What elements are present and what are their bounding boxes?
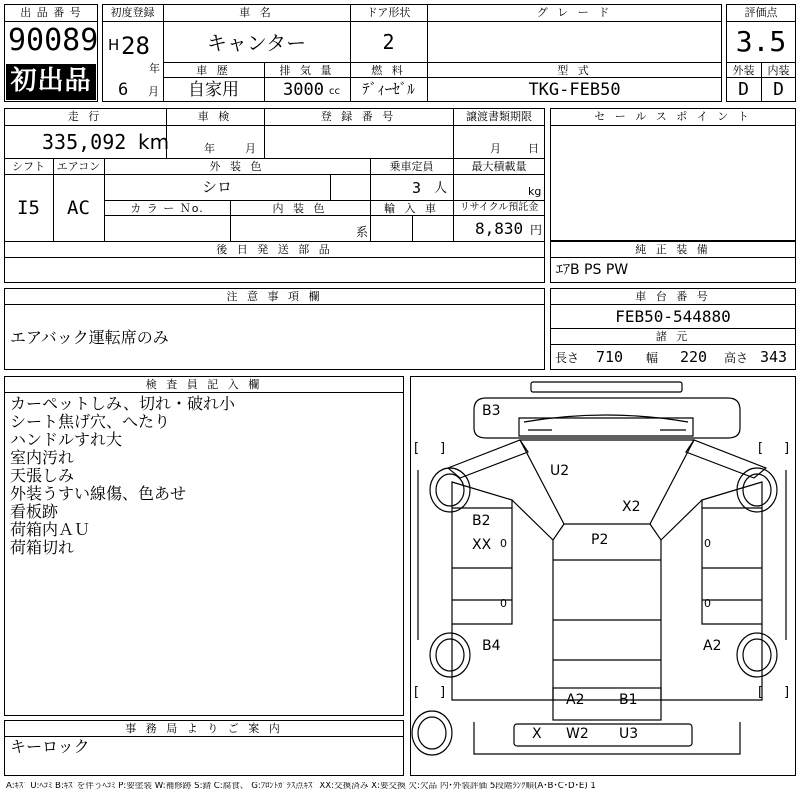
history-label: 車 歴: [196, 64, 231, 77]
bracket-left-top: [: [414, 441, 420, 456]
fuel-value: ﾃﾞｨｰｾﾞﾙ: [362, 80, 415, 98]
inspector-note: 荷箱内ＡＵ: [10, 520, 91, 539]
grade-label: グ レ ー ド: [536, 6, 613, 19]
sales-points-label: セ ー ル ス ポ イ ン ト: [594, 110, 752, 123]
displacement-unit: cc: [329, 86, 340, 97]
inspector-notes-list: [10, 395, 235, 557]
registration-number-label: 登 録 番 号: [320, 110, 397, 123]
exterior-color-label: 外 装 色: [209, 160, 265, 173]
office-notice-label: 事 務 局 よ り ご 案 内: [125, 722, 283, 735]
bracket-right-bottom-r: ]: [784, 685, 790, 700]
damage-mark-x: X: [532, 726, 542, 742]
displacement-label: 排 気 量: [279, 64, 335, 77]
score-value: 3.5: [735, 25, 787, 58]
genuine-equipment-label: 純 正 装 備: [635, 243, 711, 256]
recycle-unit: 円: [530, 223, 543, 237]
capacity-value: 3: [412, 179, 422, 197]
interior-grade-label: 内装: [767, 64, 790, 77]
interior-grade: D: [773, 79, 784, 100]
displacement-value: 3000: [283, 80, 324, 100]
model-label: 型 式: [557, 64, 592, 77]
inspection-month-unit: 月: [245, 142, 256, 155]
bracket-left-top-r: [: [758, 441, 764, 456]
exterior-grade: D: [738, 79, 749, 100]
door-label: ドア形状: [366, 6, 411, 19]
length-label: 長さ: [555, 351, 580, 365]
damage-legend: A:ｷｽﾞ U:ﾍｺﾐ B:ｷｽﾞを伴うﾍｺﾐ P:要塗装 W:補修跡 S:錆 C:腐食、 G:ﾌﾛﾝﾄｶﾞﾗｽ点ｷｽﾞ XX:交換済み X:要交換 欠:欠品 内･外装評価 5段階ﾗﾝｸ順(A･B･C･D･E) 1: [6, 782, 596, 791]
damage-mark-x2: X2: [622, 499, 641, 515]
exterior-grade-label: 外装: [732, 64, 755, 77]
registration-year: 28: [121, 32, 150, 60]
color-number-label: カ ラ ー Ｎo.: [130, 202, 204, 215]
damage-mark-w2: W2: [566, 726, 589, 742]
inspector-note: カーペットしみ、切れ・破れ小: [10, 394, 235, 413]
era-letter: H: [108, 36, 120, 54]
handle-mark: 0: [704, 537, 711, 550]
max-load-label: 最大積載量: [471, 160, 527, 173]
sales-points-box: [550, 108, 796, 241]
capacity-label: 乗車定員: [389, 160, 434, 173]
fuel-label: 燃 料: [371, 64, 406, 77]
transfer-day-unit: 日: [528, 142, 539, 155]
car-name: キャンター: [206, 31, 307, 55]
lot-number-label: 出 品 番 号: [20, 6, 82, 19]
damage-mark-b3: B3: [482, 403, 501, 419]
bracket-right-top: ]: [440, 441, 446, 456]
first-registration-label: 初度登録: [110, 6, 155, 19]
later-parts-label: 後 日 発 送 部 品: [216, 243, 333, 256]
chassis-number-label: 車 台 番 号: [635, 290, 711, 303]
inspection-label: 車 検: [197, 110, 233, 123]
history-value: 自家用: [188, 80, 239, 100]
inspector-note: 天張しみ: [10, 466, 75, 485]
exterior-color-value: シロ: [201, 178, 232, 196]
year-unit: 年: [149, 62, 160, 75]
bracket-left-bottom-r: [: [758, 685, 764, 700]
max-load-unit: kg: [528, 185, 542, 198]
interior-color-label: 内 装 色: [272, 202, 328, 215]
bracket-left-bottom: [: [414, 685, 420, 700]
inspector-note: 室内汚れ: [10, 448, 75, 467]
aircon-value: AC: [67, 197, 90, 219]
width-label: 幅: [646, 351, 659, 365]
month-unit: 月: [148, 85, 159, 98]
handle-mark: 0: [500, 537, 507, 550]
damage-mark-u3: U3: [619, 726, 639, 742]
mileage-label: 走 行: [67, 110, 103, 123]
capacity-unit: 人: [434, 181, 448, 196]
recycle-value: 8,830: [475, 219, 524, 238]
handle-mark: 0: [704, 597, 711, 610]
inspector-notes-label: 検 査 員 記 入 欄: [145, 378, 263, 391]
handle-mark: 0: [500, 597, 507, 610]
score-label: 評価点: [744, 6, 778, 19]
door-value: 2: [382, 30, 395, 54]
inspector-note: 外装うすい線傷、色あせ: [10, 484, 187, 503]
damage-mark-p2: P2: [591, 532, 609, 548]
office-notice-text: キーロック: [10, 737, 90, 756]
bracket-right-top-r: ]: [784, 441, 790, 456]
inspector-note: 荷箱切れ: [10, 538, 75, 557]
height-value: 343: [760, 348, 788, 366]
width-value: 220: [680, 348, 708, 366]
bracket-right-bottom: ]: [440, 685, 446, 700]
import-label: 輸 入 車: [384, 202, 439, 215]
vehicle-diagram-box: [410, 376, 796, 776]
height-label: 高さ: [724, 351, 749, 365]
inspector-note: 看板跡: [10, 502, 59, 521]
inspector-note: ハンドルすれ大: [10, 430, 123, 449]
chassis-number: FEB50-544880: [615, 307, 731, 326]
shift-label: シフト: [12, 160, 45, 173]
registration-month: 6: [118, 80, 129, 100]
transfer-month-unit: 月: [490, 142, 501, 155]
transfer-docs-label: 譲渡書類期限: [466, 110, 532, 123]
notes-label: 注 意 事 項 欄: [226, 290, 323, 303]
dimensions-label: 諸 元: [655, 330, 691, 343]
aircon-label: エアコン: [56, 160, 101, 173]
car-name-label: 車 名: [239, 6, 274, 19]
lot-number: 90089: [8, 23, 99, 58]
mileage-value: 335,092: [42, 130, 127, 154]
damage-mark-b1: B1: [619, 692, 638, 708]
notes-text: エアバック運転席のみ: [10, 328, 169, 347]
model-value: TKG-FEB50: [528, 80, 621, 100]
first-listing-text: 初出品: [10, 66, 92, 96]
damage-mark-a2-rear: A2: [566, 692, 585, 708]
interior-color-unit: 系: [356, 225, 369, 239]
inspector-note: シート焦げ穴、へたり: [10, 412, 171, 431]
damage-mark-a2-side: A2: [703, 638, 722, 654]
damage-mark-b4: B4: [482, 638, 501, 654]
genuine-equipment-items: ｴｱB PS PW: [556, 262, 629, 278]
length-value: 710: [596, 348, 624, 366]
damage-mark-u2: U2: [550, 463, 570, 479]
damage-mark-b2: B2: [472, 513, 491, 529]
mileage-unit: km: [138, 130, 170, 154]
shift-value: I5: [17, 197, 40, 219]
recycle-label: リサイクル預託金: [459, 202, 539, 213]
inspection-year-unit: 年: [204, 142, 215, 155]
damage-mark-xx: XX: [472, 537, 492, 553]
